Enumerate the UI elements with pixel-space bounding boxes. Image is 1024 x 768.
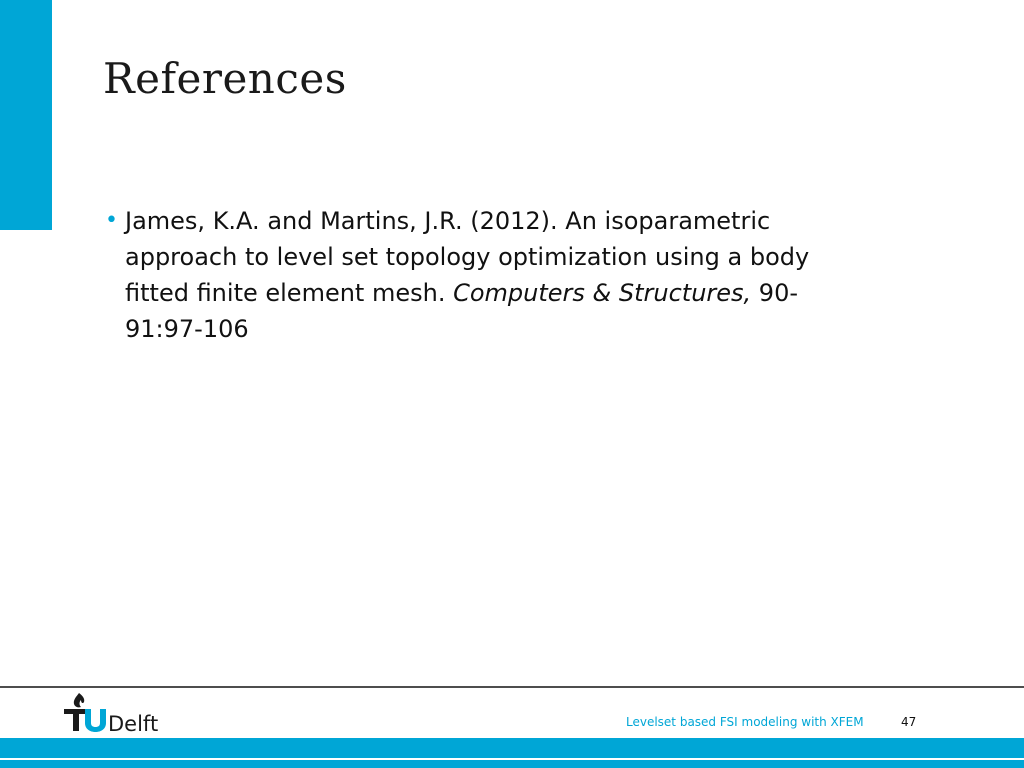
reference-pages: 90-91:97-106 — [125, 279, 798, 343]
footer-presentation-title: Levelset based FSI modeling with XFEM — [626, 715, 864, 729]
flame-icon — [74, 693, 84, 707]
logo-delft-text: Delft — [108, 712, 159, 736]
footer-divider — [0, 686, 1024, 688]
bottom-band — [0, 738, 1024, 768]
page-number: 47 — [901, 715, 917, 729]
reference-text: James, K.A. and Martins, J.R. (2012). An isoparametric approach to level set topology optimization using a body fitted finite element mesh. — [125, 207, 810, 307]
bottom-band-line — [0, 758, 1024, 760]
reference-journal: Computers & Structures, — [453, 279, 752, 307]
tudelft-logo — [62, 691, 172, 737]
slide-title: References — [103, 54, 347, 103]
logo-t-letter — [64, 709, 88, 731]
accent-bar — [0, 0, 52, 230]
slide-content — [105, 203, 845, 347]
bullet-dot-icon: • — [105, 208, 118, 233]
logo-u-letter — [85, 709, 106, 732]
reference-item — [105, 203, 845, 347]
